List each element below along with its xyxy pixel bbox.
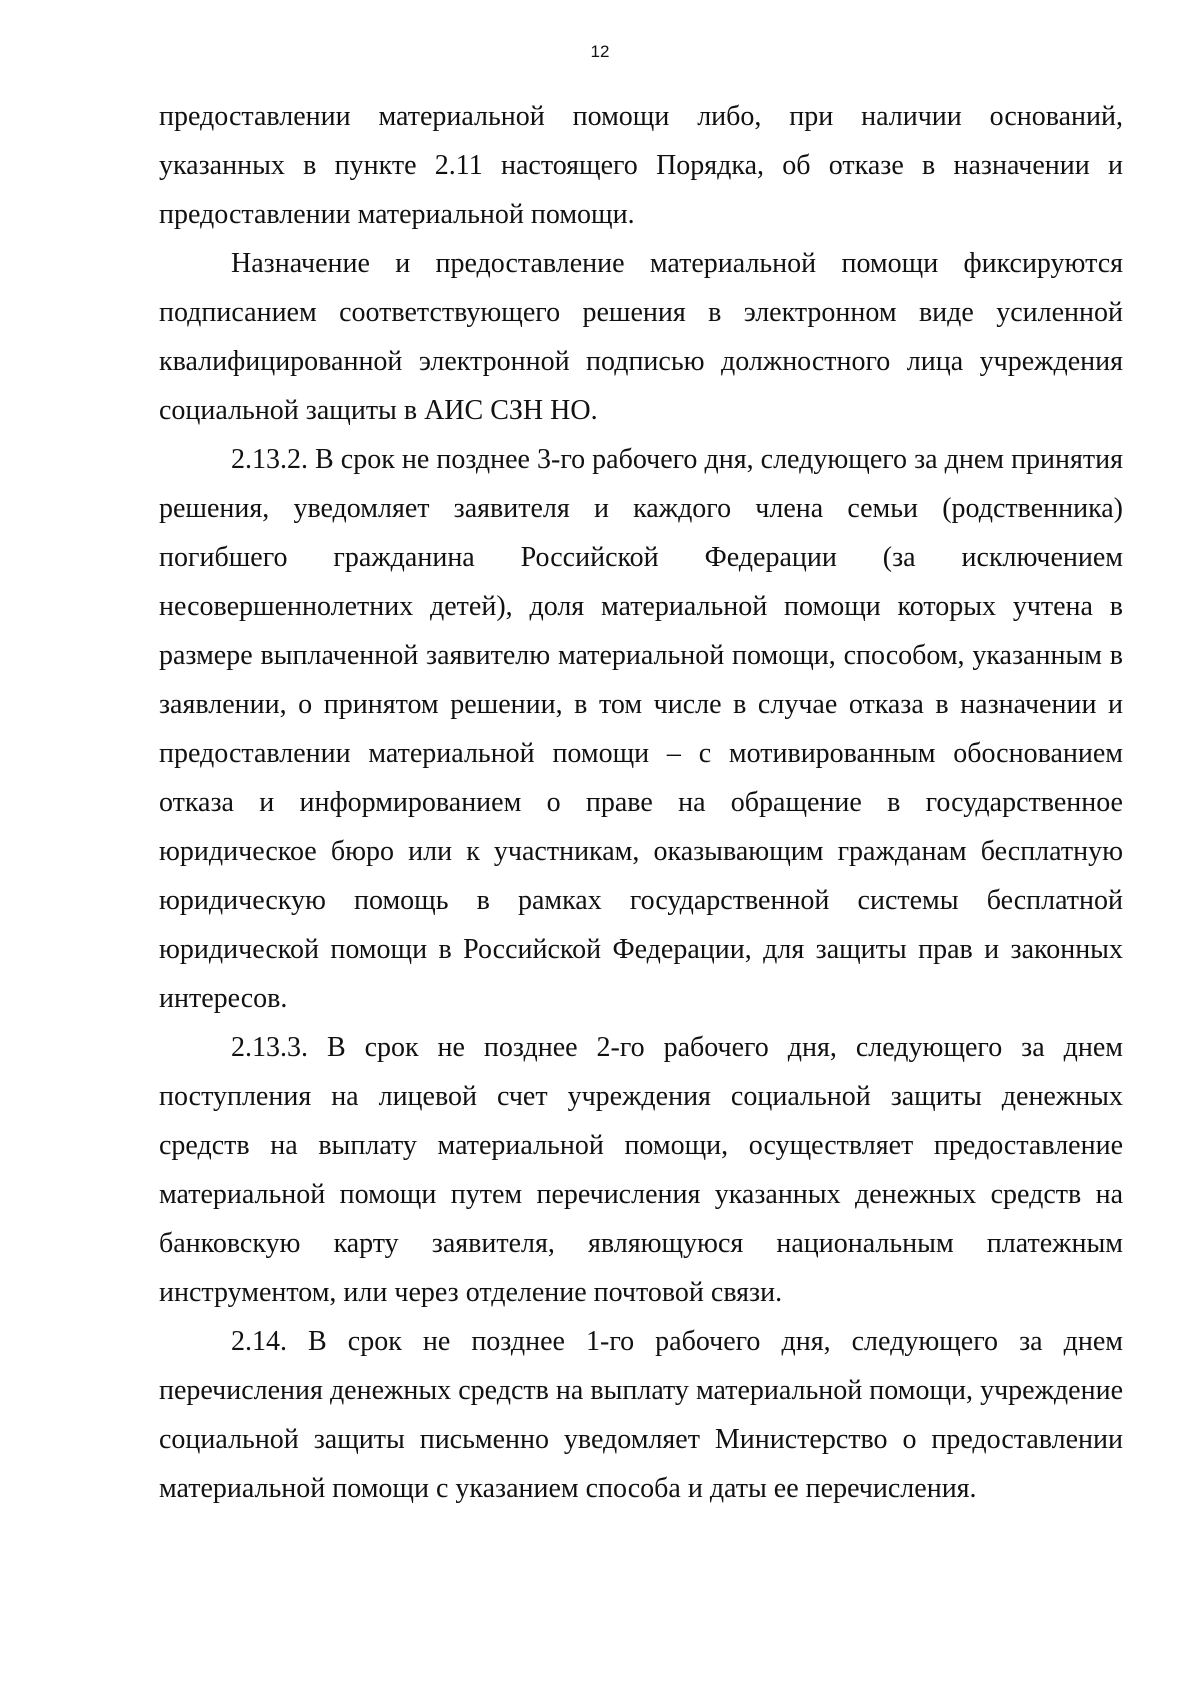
paragraph-2-13-3: 2.13.3. В срок не позднее 2-го рабочего дня, следующего за днем поступления на лицевой счет учреждения социальной защиты денежных средств на выплату материальной помощи, осуществляет предоставление материальной помощи путем перечисления указанных денежных средств на банковскую карту заявителя, являющуюся национальным платежным инструментом, или через отделение почтовой связи. — [159, 1032, 1123, 1308]
paragraph-2-13-2: 2.13.2. В срок не позднее 3-го рабочего дня, следующего за днем принятия решения, уведомляет заявителя и каждого члена семьи (родственника) погибшего гражданина Российской Федерации (за исключением несовершеннолетних детей), доля материальной помощи которых учтена в размере выплаченной заявителю материальной помощи, способом, указанным в заявлении, о принятом решении, в том числе в случае отказа в назначении и предоставлении материальной помощи – с мотивированным обоснованием отказа и информированием о праве на обращение в государственное юридическое бюро или к участникам, оказывающим гражданам бесплатную юридическую помощь в рамках государственной системы бесплатной юридической помощи в Российской Федерации, для защиты прав и законных интересов. — [159, 444, 1123, 1014]
page-number: 12 — [590, 42, 610, 61]
paragraph-2-14: 2.14. В срок не позднее 1-го рабочего дня, следующего за днем перечисления денежных средств на выплату материальной помощи, учреждение социальной защиты письменно уведомляет Министерство о предоставлении материальной помощи с указанием способа и даты ее перечисления. — [159, 1326, 1123, 1504]
paragraph-assignment-signing: Назначение и предоставление материальной помощи фиксируются подписанием соответствующего решения в электронном виде усиленной квалифицированной электронной подписью должностного лица учреждения социальной защиты в АИС СЗН НО. — [159, 248, 1123, 426]
paragraph-continuation: предоставлении материальной помощи либо, при наличии оснований, указанных в пункте 2.11 настоящего Порядка, об отказе в назначении и предоставлении материальной помощи. — [159, 101, 1123, 230]
document-body — [159, 92, 1123, 1513]
